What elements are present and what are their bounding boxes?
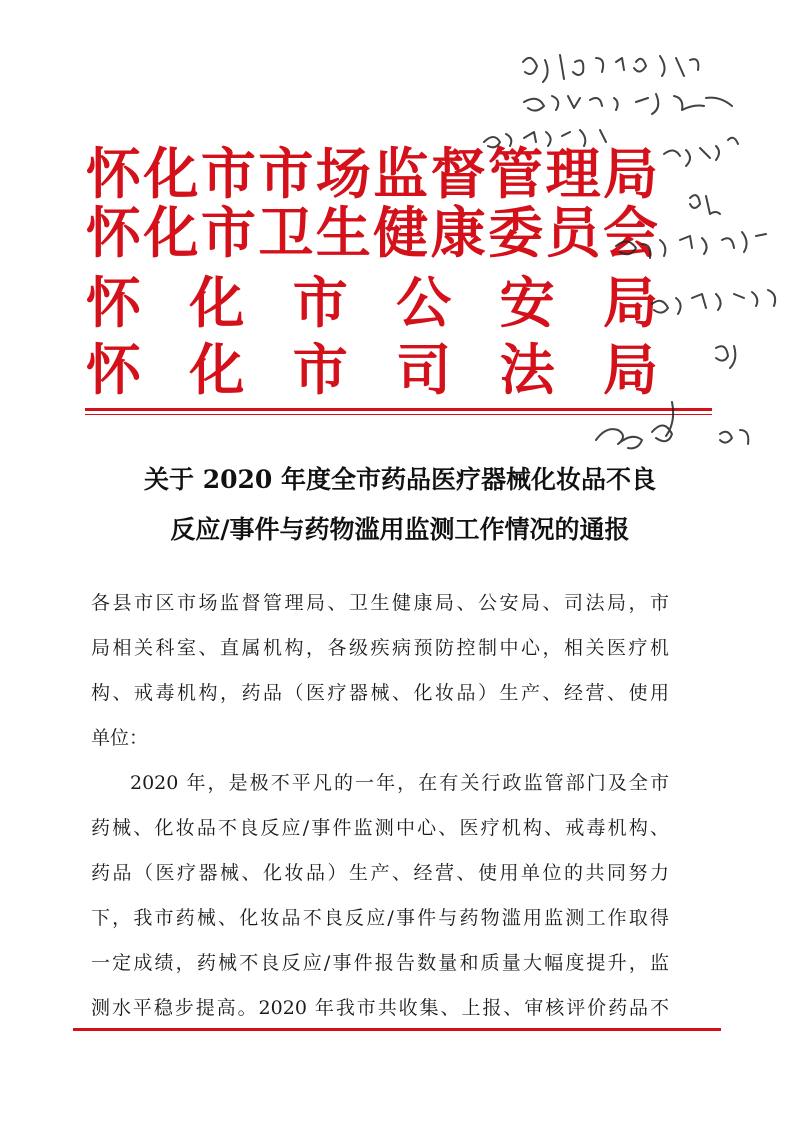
agency-char: 安 [499, 270, 555, 335]
agency-char: 健 [373, 200, 429, 265]
agency-char: 市 [258, 141, 314, 206]
paragraph-line: 一定成绩，药械不良反应/事件报告数量和质量大幅度提升，监 [91, 952, 669, 974]
agency-char: 康 [430, 200, 486, 265]
agency-name-public-security [86, 270, 658, 335]
annotation-stroke [690, 195, 720, 214]
agency-char: 市 [200, 200, 256, 265]
agency-char: 市 [200, 141, 256, 206]
annotation-stroke [523, 55, 698, 82]
agency-char: 怀 [86, 141, 142, 206]
agency-name-health-commission [86, 200, 658, 265]
addressee-line: 各县市区市场监督管理局、卫生健康局、公安局、司法局，市 [91, 592, 669, 614]
agency-char: 员 [545, 200, 601, 265]
agency-char: 市 [292, 270, 348, 335]
annotation-stroke [652, 290, 775, 314]
agency-char: 局 [602, 141, 658, 206]
agency-char: 怀 [86, 337, 142, 402]
annotation-stroke [716, 346, 735, 368]
agency-char: 化 [189, 270, 245, 335]
addressee-line: 局相关科室、直属机构，各级疾病预防控制中心，相关医疗机 [91, 637, 669, 659]
agency-char: 法 [499, 337, 555, 402]
agency-char: 卫 [258, 200, 314, 265]
document-title-line-1: 关于 2020 年度全市药品医疗器械化妆品不良 [144, 465, 656, 494]
addressee-line: 单位： [91, 727, 149, 749]
document-title-line-2: 反应/事件与药物滥用监测工作情况的通报 [170, 515, 630, 544]
header-divider-thick [85, 408, 712, 411]
agency-name-market-supervision [86, 141, 658, 206]
paragraph-line: 测水平稳步提高。2020 年我市共收集、上报、审核评价药品不 [91, 997, 669, 1019]
paragraph-line: 下，我市药械、化妆品不良反应/事件与药物滥用监测工作取得 [91, 907, 669, 929]
annotation-stroke [664, 138, 738, 166]
agency-char: 市 [292, 337, 348, 402]
agency-char: 公 [396, 270, 452, 335]
addressee-line: 构、戒毒机构，药品（医疗器械、化妆品）生产、经营、使用 [91, 682, 669, 704]
agency-char: 化 [189, 337, 245, 402]
agency-char: 化 [143, 200, 199, 265]
agency-char: 司 [396, 337, 452, 402]
agency-name-justice [86, 337, 658, 402]
agency-char: 局 [602, 270, 658, 335]
paragraph-line: 2020 年，是极不平凡的一年，在有关行政监管部门及全市 [130, 772, 669, 794]
paragraph-line: 药品（医疗器械、化妆品）生产、经营、使用单位的共同努力 [91, 862, 669, 884]
agency-char: 管 [488, 141, 544, 206]
agency-char: 化 [143, 141, 199, 206]
agency-char: 委 [488, 200, 544, 265]
agency-char: 督 [430, 141, 486, 206]
agency-char: 监 [373, 141, 429, 206]
paragraph-line: 药械、化妆品不良反应/事件监测中心、医疗机构、戒毒机构、 [91, 817, 669, 839]
annotation-stroke [524, 94, 732, 114]
agency-char: 理 [545, 141, 601, 206]
header-divider-thin [85, 414, 712, 415]
agency-char: 局 [602, 337, 658, 402]
agency-char: 场 [315, 141, 371, 206]
agency-char: 怀 [86, 270, 142, 335]
footer-divider [73, 1028, 721, 1031]
annotation-stroke [720, 430, 748, 444]
agency-char: 怀 [86, 200, 142, 265]
agency-char: 生 [315, 200, 371, 265]
agency-char: 会 [602, 200, 658, 265]
